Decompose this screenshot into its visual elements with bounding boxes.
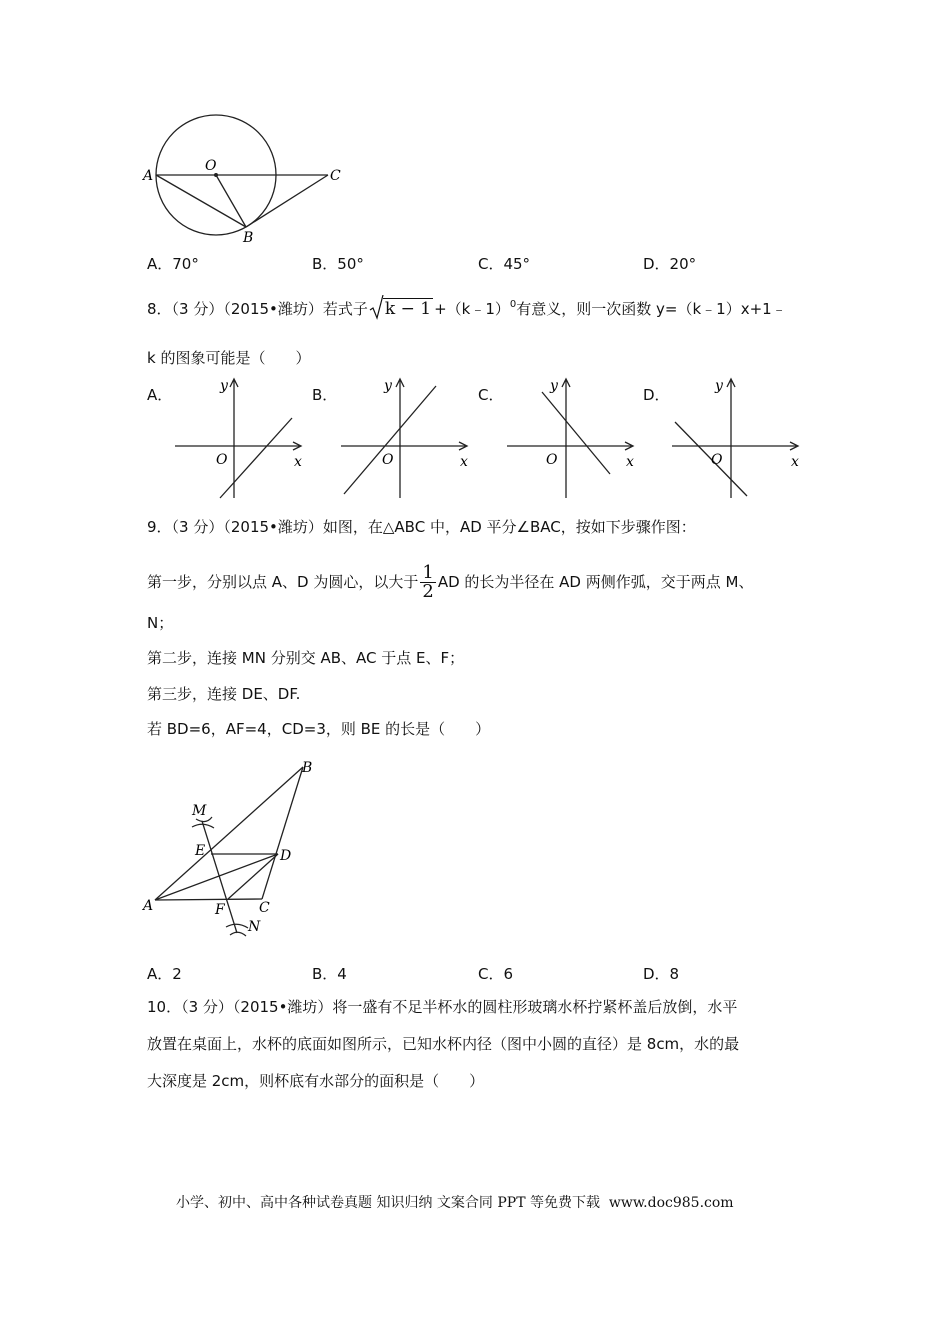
q9-option-d[interactable]: D．8: [643, 965, 680, 983]
q9-side-AB: [155, 767, 303, 900]
q7-chord-AB: [156, 175, 246, 227]
q7-option-d[interactable]: D．20°: [643, 255, 697, 273]
q7-label-B: B: [243, 230, 254, 245]
q8-option-d[interactable]: D．: [643, 386, 670, 404]
q9-option-b[interactable]: B．4: [312, 965, 347, 983]
q9-label-B: B: [302, 760, 313, 776]
q10-stem-line2: 放置在桌面上，水杯的底面如图所示，已知水杯内径（图中小圆的直径）是 8cm，水的最: [147, 1035, 740, 1053]
x-label: x: [294, 454, 302, 470]
origin-label: O: [711, 452, 723, 468]
q8-suffix: 有意义，则一次函数 y=（k﹣1）x+1﹣: [516, 300, 787, 318]
q8-mid: +（k﹣1）: [434, 300, 510, 318]
q9-frac-den: 2: [422, 581, 434, 602]
q9-label-C: C: [259, 900, 270, 916]
q10-stem-line3: 大深度是 2cm，则杯底有水部分的面积是（ ）: [147, 1072, 485, 1090]
q7-radius-OB: [216, 175, 246, 227]
q9-step2: 第二步，连接 MN 分别交 AB、AC 于点 E、F；: [147, 649, 465, 667]
q7-tangent-BC: [246, 175, 328, 227]
q8-prefix: 8．（3 分）（2015•潍坊）若式子: [147, 300, 368, 318]
q7-label-O: O: [205, 158, 217, 174]
q9-fraction: [420, 564, 435, 601]
q9-stem-line1: 9．（3 分）（2015•潍坊）如图，在△ABC 中，AD 平分∠BAC，按如下步骤作图：: [147, 518, 696, 536]
y-label: y: [715, 378, 723, 394]
footer-text: 小学、初中、高中各种试卷真题 知识归纳 文案合同 PPT 等免费下载: [176, 1195, 600, 1211]
q9-option-a[interactable]: A．2: [147, 965, 182, 983]
q9-side-BC: [262, 767, 303, 899]
q9-step3: 第三步，连接 DE、DF.: [147, 685, 301, 703]
footer-link[interactable]: www.doc985.com: [608, 1195, 734, 1211]
q9-side-AC: [155, 899, 262, 900]
q9-arc-N: [226, 924, 248, 928]
q9-step1-prefix: 第一步，分别以点 A、D 为圆心，以大于: [147, 573, 419, 591]
q9-option-c[interactable]: C．6: [478, 965, 514, 983]
q9-step1-cont: N；: [147, 614, 174, 632]
q9-segment-DF: [228, 854, 278, 899]
q7-circle-figure: [140, 110, 350, 245]
x-label: x: [626, 454, 634, 470]
x-label: x: [460, 454, 468, 470]
origin-label: O: [546, 452, 558, 468]
q8-exponent: 0: [509, 299, 517, 310]
q9-label-M: M: [192, 803, 207, 819]
q9-triangle-figure: [140, 755, 330, 945]
q9-condition: 若 BD=6，AF=4，CD=3，则 BE 的长是（ ）: [147, 720, 491, 738]
q8-radicand: k − 1: [384, 299, 432, 319]
q8-graph-a[interactable]: [170, 376, 310, 504]
q9-label-D: D: [280, 848, 292, 864]
q7-option-a[interactable]: A．70°: [147, 255, 199, 273]
y-label: y: [220, 378, 228, 394]
y-label: y: [550, 378, 558, 394]
q9-label-A: A: [143, 898, 154, 914]
q9-step1: [147, 564, 753, 601]
q9-label-F: F: [215, 902, 225, 918]
q8-graph-c[interactable]: [502, 376, 642, 504]
q7-label-C: C: [330, 168, 341, 184]
q8-stem-line1: [147, 299, 787, 322]
q8-graph-b[interactable]: [336, 376, 476, 504]
q8-line-a: [220, 418, 292, 498]
q8-stem-line2: k 的图象可能是（ ）: [147, 349, 311, 367]
q8-option-a[interactable]: A．: [147, 386, 173, 404]
q9-label-N: N: [248, 919, 261, 935]
q7-label-A: A: [143, 168, 154, 184]
q7-option-b[interactable]: B．50°: [312, 255, 364, 273]
q7-option-c[interactable]: C．45°: [478, 255, 531, 273]
q9-segment-AD: [155, 854, 278, 900]
q9-label-E: E: [195, 843, 206, 859]
q8-option-b[interactable]: B．: [312, 386, 338, 404]
y-label: y: [384, 378, 392, 394]
page-footer: [176, 1192, 734, 1212]
radical-sign-icon: [369, 295, 384, 321]
q8-sqrt: [369, 299, 433, 319]
q8-option-c[interactable]: C．: [478, 386, 504, 404]
q9-step1-suffix: AD 的长为半径在 AD 两侧作弧，交于两点 M、: [437, 573, 754, 591]
q9-arc-N2: [230, 932, 246, 936]
origin-label: O: [216, 452, 228, 468]
q9-frac-num: 1: [422, 562, 434, 583]
q8-line-b: [344, 386, 436, 494]
q8-graph-d[interactable]: [667, 376, 807, 504]
x-label: x: [791, 454, 799, 470]
origin-label: O: [382, 452, 394, 468]
q10-stem-line1: 10．（3 分）（2015•潍坊）将一盛有不足半杯水的圆柱形玻璃水杯拧紧杯盖后放倒，水平: [147, 998, 738, 1016]
